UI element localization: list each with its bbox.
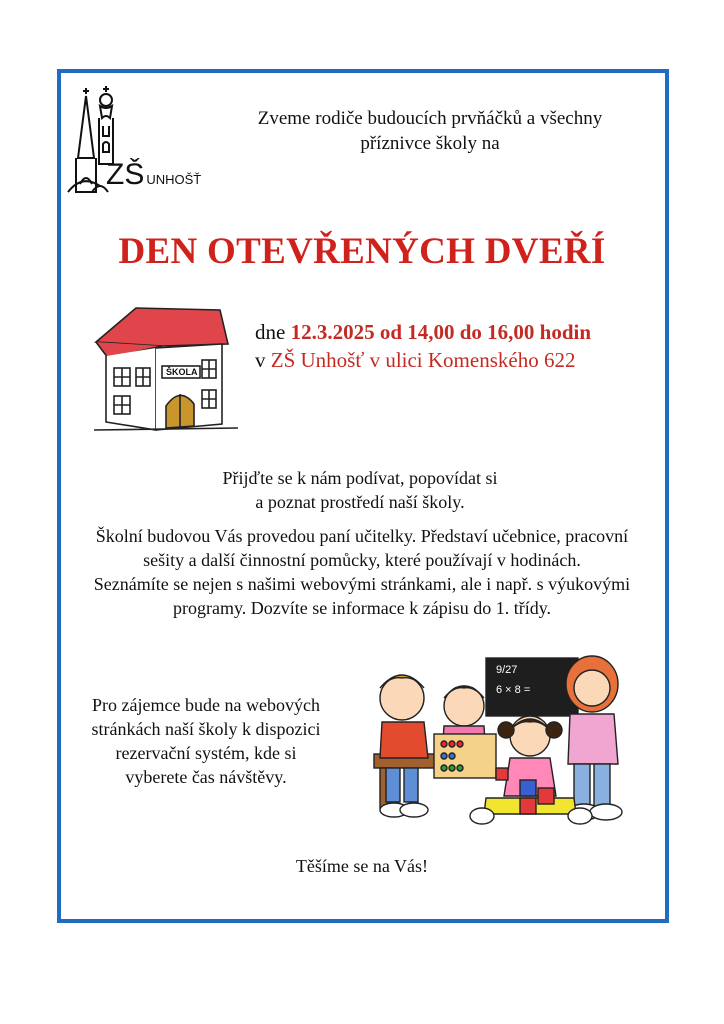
logo-wordmark xyxy=(106,158,201,192)
invite-line: Přijďte se k nám podívat, popovídat si xyxy=(222,468,498,488)
description-line: Seznámíte se nejen s našimi webovými stránkami, ale i např. s výukovými xyxy=(93,574,631,594)
event-date-line xyxy=(255,318,675,346)
reservation-line: rezervační systém, kde si xyxy=(115,743,297,763)
reservation-text xyxy=(70,693,342,789)
invite-text xyxy=(120,466,600,514)
logo-town: UNHOŠŤ xyxy=(146,172,202,187)
children-classroom-illustration xyxy=(370,648,630,838)
school-sign-label: ŠKOLA xyxy=(166,367,198,377)
description-text xyxy=(64,524,660,620)
reservation-line: Pro zájemce bude na webových xyxy=(92,695,320,715)
logo-abbr: ZŠ xyxy=(106,158,145,191)
event-place-prefix: v xyxy=(255,348,271,372)
blackboard-line: 6 × 8 = xyxy=(496,684,531,696)
event-place: ZŠ Unhošť v ulici Komenského 622 xyxy=(270,348,576,372)
event-details xyxy=(255,318,675,374)
intro-line: příznivce školy na xyxy=(360,133,500,154)
school-building-icon xyxy=(92,298,240,434)
intro-text xyxy=(222,106,638,156)
invite-line: a poznat prostředí naší školy. xyxy=(255,492,465,512)
description-line: Školní budovou Vás provedou paní učitelky. Představí učebnice, pracovní xyxy=(95,526,629,546)
intro-line: Zveme rodiče budoucích prvňáčků a všechny xyxy=(257,108,603,129)
event-date-time: 12.3.2025 od 14,00 do 16,00 hodin xyxy=(290,320,592,344)
school-logo xyxy=(66,84,206,202)
event-date-prefix: dne xyxy=(255,320,291,344)
event-place-line xyxy=(255,346,675,374)
blackboard-line: 9/27 xyxy=(496,664,518,676)
closing-text: Těšíme se na Vás! xyxy=(295,856,429,876)
children-icon xyxy=(370,648,630,838)
reservation-line: stránkách naší školy k dispozici xyxy=(91,719,321,739)
description-line: sešity a další činnostní pomůcky, které používají v hodinách. xyxy=(143,550,581,570)
description-line: programy. Dozvíte se informace k zápisu do 1. třídy. xyxy=(172,598,552,618)
page-title: DEN OTEVŘENÝCH DVEŘÍ xyxy=(118,231,606,272)
school-building-illustration xyxy=(92,298,240,434)
reservation-line: vyberete čas návštěvy. xyxy=(125,767,287,787)
